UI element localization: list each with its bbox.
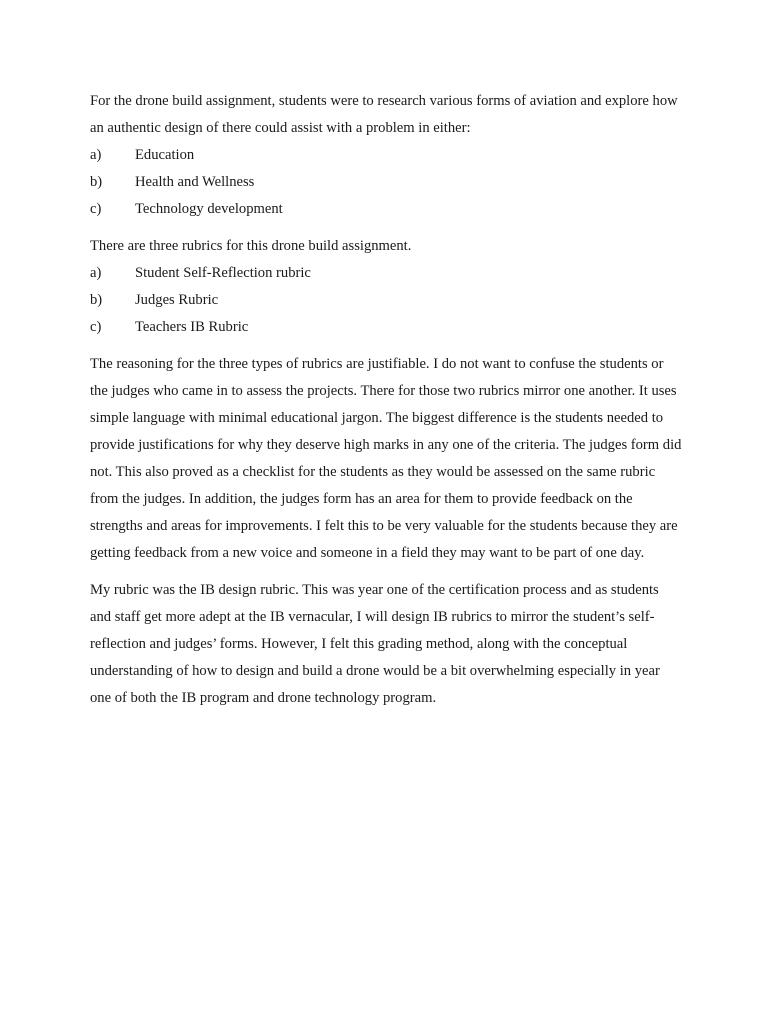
list-marker: c): [90, 319, 102, 335]
list-item: [90, 314, 682, 341]
list-item-text: Student Self-Reflection rubric: [135, 265, 311, 281]
reasoning-paragraph: The reasoning for the three types of rubrics are justifiable. I do not want to confuse the students or the judges who came in to assess the projects. There for those two rubrics mirror one another. It uses simple language with minimal educational jargon. The biggest difference is the students needed to provide justifications for why they deserve high marks in any one of the criteria. The judges form did not. This also proved as a checklist for the students as they would be assessed on the same rubric from the judges. In addition, the judges form has an area for them to provide feedback on the strengths and areas for improvements. I felt this to be very valuable for the students because they are getting feedback from a new voice and someone in a field they may want to be part of one day.: [90, 356, 682, 561]
ib-rubric-paragraph: My rubric was the IB design rubric. This was year one of the certification process and as students and staff get more adept at the IB vernacular, I will design IB rubrics to mirror the student’s self-reflection and judges’ forms. However, I felt this grading method, along with the conceptual understanding of how to design and build a drone would be a bit overwhelming especially in year one of both the IB program and drone technology program.: [90, 582, 660, 706]
rubrics-list: [90, 260, 682, 341]
list-marker: b): [90, 292, 103, 308]
list-item: [90, 196, 682, 223]
list-item-text: Education: [135, 147, 195, 163]
list-item-text: Technology development: [135, 201, 283, 217]
list-marker: a): [90, 265, 102, 281]
list-item: [90, 169, 682, 196]
list-marker: c): [90, 201, 102, 217]
intro-paragraph: For the drone build assignment, students were to research various forms of aviation and explore how an authentic design of there could assist with a problem in either:: [90, 93, 678, 136]
list-item: [90, 260, 682, 287]
list-marker: b): [90, 174, 103, 190]
list-item: [90, 287, 682, 314]
list-item-text: Judges Rubric: [135, 292, 219, 308]
list-item-text: Health and Wellness: [135, 174, 255, 190]
list-item-text: Teachers IB Rubric: [135, 319, 249, 335]
document-page: [90, 88, 682, 712]
problem-areas-list: [90, 142, 682, 223]
list-marker: a): [90, 147, 102, 163]
rubrics-intro-paragraph: There are three rubrics for this drone build assignment.: [90, 238, 412, 254]
list-item: [90, 142, 682, 169]
